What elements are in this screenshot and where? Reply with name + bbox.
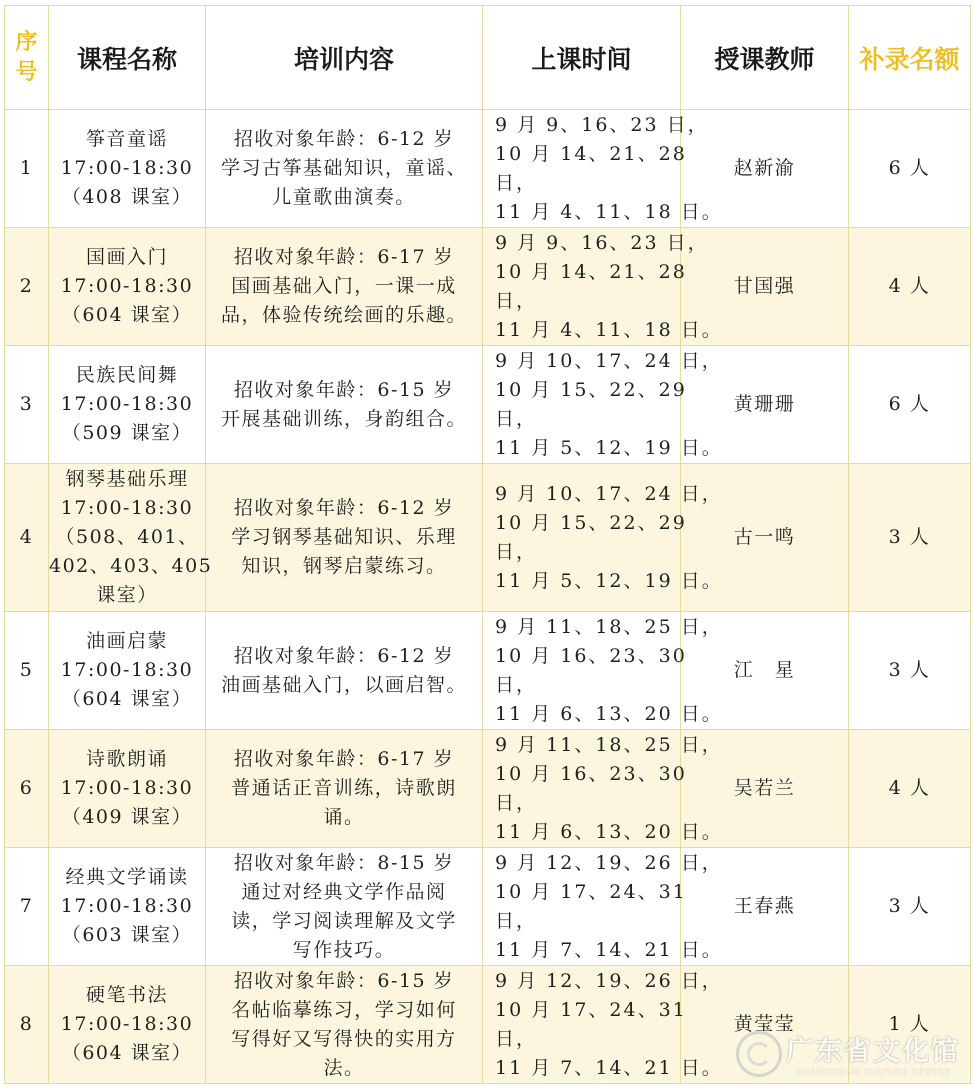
course-dates-line: 11 月 4、11、18 日。	[495, 318, 723, 341]
row-seq: 2	[5, 228, 49, 346]
course-name-line: 17:00-18:30	[60, 497, 194, 519]
table-row	[5, 110, 971, 228]
course-teacher: 黄珊珊	[681, 346, 849, 464]
course-dates-line: 日，	[495, 407, 538, 430]
course-content-line: 写作技巧。	[292, 938, 396, 961]
course-name-line: 油画启蒙	[85, 630, 168, 652]
course-dates-line: 日，	[495, 673, 538, 696]
watermark-en: GUANGDONG CULTURE CENTRE	[795, 1068, 951, 1078]
course-dates-line: 9 月 9、16、23 日，	[495, 231, 709, 254]
course-name-line: 17:00-18:30	[60, 275, 194, 297]
header-content: 培训内容	[206, 6, 483, 110]
course-quota: 1 人	[849, 966, 971, 1084]
course-dates-line: 9 月 12、19、26 日，	[495, 969, 723, 992]
course-name-line: 17:00-18:30	[60, 157, 194, 179]
course-content-line: 招收对象年龄：6-17 岁	[233, 246, 455, 268]
course-content-line: 招收对象年龄：6-15 岁	[233, 969, 455, 992]
course-dates-line: 9 月 10、17、24 日，	[495, 349, 723, 372]
course-dates-line: 日，	[495, 1027, 538, 1050]
course-teacher: 王春燕	[681, 848, 849, 966]
course-teacher: 赵新渝	[681, 110, 849, 228]
table-header-row	[5, 6, 971, 110]
course-dates-line: 10 月 17、24、31	[495, 880, 687, 903]
course-dates	[483, 464, 723, 612]
course-dates	[483, 966, 723, 1084]
course-content-line: 招收对象年龄：6-15 岁	[233, 378, 455, 401]
course-name-line: （604 课室）	[61, 304, 193, 326]
course-dates	[483, 110, 723, 228]
course-name-line: 民族民间舞	[75, 364, 179, 386]
course-dates-line: 10 月 15、22、29	[495, 511, 687, 534]
course-quota: 3 人	[849, 464, 971, 612]
row-seq: 5	[5, 612, 49, 730]
course-dates-line: 11 月 6、13、20 日。	[495, 820, 723, 843]
header-time: 上课时间	[483, 6, 681, 110]
course-content-line: 儿童歌曲演奏。	[272, 186, 416, 208]
row-seq: 1	[5, 110, 49, 228]
course-dates-line: 11 月 6、13、20 日。	[495, 702, 723, 725]
course-name-line: 17:00-18:30	[60, 895, 194, 917]
course-name-line: 402、403、405	[49, 555, 213, 577]
course-name-line: 经典文学诵读	[65, 866, 189, 888]
course-teacher: 黄莹莹	[681, 966, 849, 1084]
course-quota: 6 人	[849, 110, 971, 228]
watermark	[736, 1029, 960, 1078]
course-dates-line: 11 月 7、14、21 日。	[495, 1056, 723, 1079]
culture-centre-logo-icon	[736, 1031, 782, 1077]
header-seq-line-2: 号	[15, 59, 38, 85]
course-name-line: （509 课室）	[61, 422, 193, 444]
course-name-line: 筝音童谣	[85, 128, 168, 150]
course-content-line: 通过对经典文学作品阅	[241, 880, 447, 903]
course-dates-line: 日，	[495, 540, 538, 563]
course-quota: 6 人	[849, 346, 971, 464]
course-content	[206, 110, 483, 228]
course-dates-line: 10 月 14、21、28	[495, 142, 687, 165]
course-name	[49, 730, 206, 848]
course-content	[206, 966, 483, 1084]
watermark-text	[786, 1029, 960, 1078]
course-dates-line: 日，	[495, 909, 538, 932]
course-content-line: 品，体验传统绘画的乐趣。	[220, 304, 467, 326]
course-dates-line: 9 月 11、18、25 日，	[495, 615, 723, 638]
course-quota: 4 人	[849, 730, 971, 848]
course-content	[206, 612, 483, 730]
course-name-line: （409 课室）	[61, 806, 193, 828]
header-course-name: 课程名称	[49, 6, 206, 110]
course-name-line: 国画入门	[85, 246, 168, 268]
course-name-line: （604 课室）	[61, 1042, 193, 1064]
course-name-line: 17:00-18:30	[60, 777, 194, 799]
course-content-line: 法。	[323, 1056, 365, 1079]
course-name	[49, 228, 206, 346]
course-content	[206, 730, 483, 848]
table-row	[5, 730, 971, 848]
course-content-line: 名帖临摹练习，学习如何	[231, 998, 457, 1021]
course-name-line: （408 课室）	[61, 186, 193, 208]
course-content-line: 招收对象年龄：6-12 岁	[233, 644, 455, 667]
course-name	[49, 346, 206, 464]
course-name	[49, 612, 206, 730]
course-dates-line: 9 月 11、18、25 日，	[495, 733, 723, 756]
course-content	[206, 848, 483, 966]
course-name-line: 钢琴基础乐理	[65, 468, 189, 490]
course-dates-line: 10 月 17、24、31	[495, 998, 687, 1021]
course-name	[49, 110, 206, 228]
course-name-line: 诗歌朗诵	[85, 748, 168, 770]
course-content-line: 学习古筝基础知识，童谣、	[220, 157, 467, 179]
course-dates-line: 日，	[495, 171, 538, 194]
course-content-line: 油画基础入门，以画启智。	[220, 673, 467, 696]
course-content-line: 招收对象年龄：8-15 岁	[233, 851, 455, 874]
course-dates-line: 11 月 7、14、21 日。	[495, 938, 723, 961]
header-seq	[5, 6, 49, 110]
course-dates-line: 10 月 16、23、30	[495, 762, 687, 785]
row-seq: 8	[5, 966, 49, 1084]
course-content-line: 开展基础训练，身韵组合。	[220, 407, 467, 430]
table-row	[5, 464, 971, 612]
course-content-line: 知识，钢琴启蒙练习。	[241, 555, 447, 577]
course-dates-line: 10 月 14、21、28	[495, 260, 687, 283]
course-name-line: 课室）	[96, 584, 158, 606]
course-name-line: （508、401、	[55, 526, 199, 548]
course-content-line: 国画基础入门，一课一成	[231, 275, 457, 297]
course-teacher: 古一鸣	[681, 464, 849, 612]
table-row	[5, 346, 971, 464]
course-dates	[483, 612, 723, 730]
course-dates-line: 日，	[495, 791, 538, 814]
course-content	[206, 464, 483, 612]
course-name-line: 17:00-18:30	[60, 1013, 194, 1035]
course-name	[49, 848, 206, 966]
course-name	[49, 966, 206, 1084]
course-name-line: 硬笔书法	[85, 984, 168, 1006]
watermark-cn: 广东省文化馆	[786, 1036, 960, 1067]
course-dates-line: 9 月 12、19、26 日，	[495, 851, 723, 874]
row-seq: 3	[5, 346, 49, 464]
course-table	[4, 5, 971, 1084]
course-content	[206, 346, 483, 464]
course-dates-line: 9 月 9、16、23 日，	[495, 113, 709, 136]
course-content-line: 诵。	[323, 806, 365, 828]
row-seq: 6	[5, 730, 49, 848]
course-teacher: 吴若兰	[681, 730, 849, 848]
course-dates-line: 10 月 16、23、30	[495, 644, 687, 667]
table-row	[5, 612, 971, 730]
course-content	[206, 228, 483, 346]
header-quota: 补录名额	[849, 6, 971, 110]
course-dates-line: 9 月 10、17、24 日，	[495, 482, 723, 505]
course-dates-line: 11 月 5、12、19 日。	[495, 569, 723, 592]
course-content-line: 招收对象年龄：6-12 岁	[233, 128, 455, 150]
course-name-line: （603 课室）	[61, 924, 193, 946]
course-content-line: 学习钢琴基础知识、乐理	[231, 526, 457, 548]
course-name	[49, 464, 213, 612]
course-dates-line: 11 月 4、11、18 日。	[495, 200, 723, 223]
table-row	[5, 848, 971, 966]
header-teacher: 授课教师	[681, 6, 849, 110]
course-dates	[483, 346, 723, 464]
row-seq: 4	[5, 464, 49, 612]
course-dates	[483, 228, 723, 346]
course-teacher: 甘国强	[681, 228, 849, 346]
course-quota: 3 人	[849, 612, 971, 730]
course-content-line: 招收对象年龄：6-17 岁	[233, 748, 455, 770]
course-dates-line: 日，	[495, 289, 538, 312]
course-name-line: 17:00-18:30	[60, 659, 194, 681]
course-content-line: 招收对象年龄：6-12 岁	[233, 497, 455, 519]
course-teacher: 江 星	[681, 612, 849, 730]
row-seq: 7	[5, 848, 49, 966]
course-name-line: （604 课室）	[61, 688, 193, 710]
course-dates	[483, 848, 723, 966]
course-name-line: 17:00-18:30	[60, 393, 194, 415]
header-seq-line-1: 序	[15, 29, 38, 55]
table-body	[5, 110, 971, 1084]
course-quota: 4 人	[849, 228, 971, 346]
course-quota: 3 人	[849, 848, 971, 966]
course-content-line: 普通话正音训练，诗歌朗	[231, 777, 457, 799]
table-row	[5, 228, 971, 346]
course-content-line: 读，学习阅读理解及文学	[231, 909, 457, 932]
course-dates-line: 10 月 15、22、29	[495, 378, 687, 401]
course-dates-line: 11 月 5、12、19 日。	[495, 436, 723, 459]
course-content-line: 写得好又写得快的实用方	[231, 1027, 457, 1050]
course-dates	[483, 730, 723, 848]
